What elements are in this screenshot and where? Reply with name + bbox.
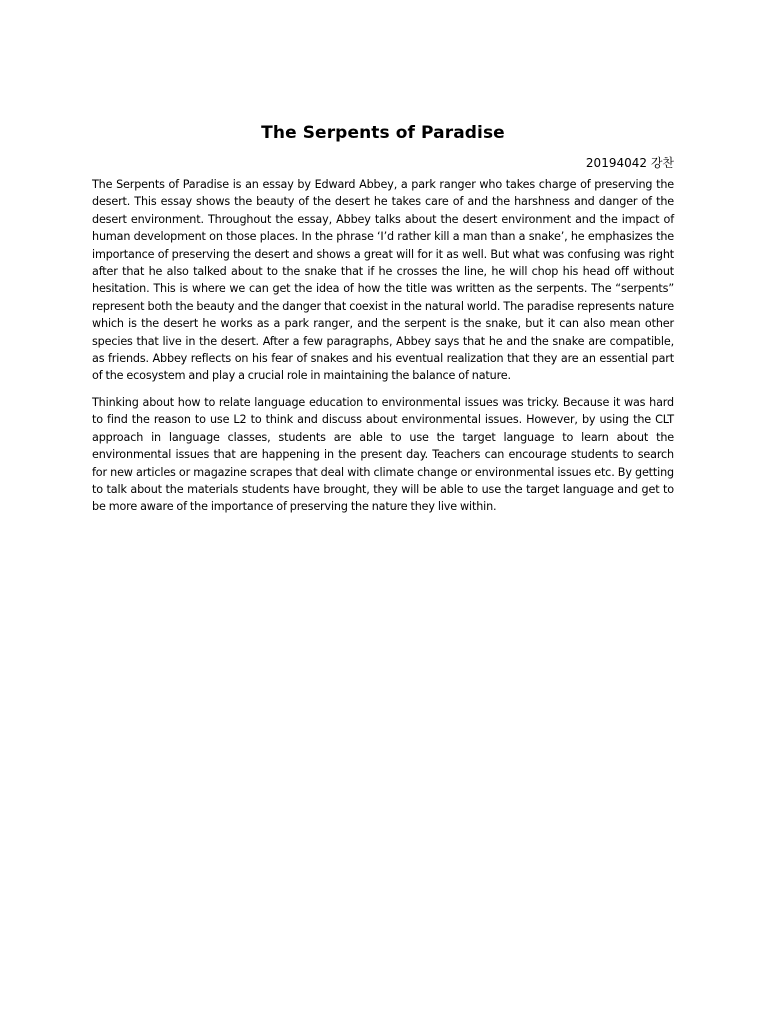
author-line: 20194042 강찬 (585, 156, 674, 170)
document-body (92, 120, 674, 525)
paragraph-2: Thinking about how to relate language education to environmental issues was tricky. Because it was hard to find the reason to use L2 to think and discuss about environmental issues. However, by using the CLT approach in language classes, students are able to use the target language to learn about the environmental issues that are happening in the present day. Teachers can encourage students to search for new articles or magazine scrapes that deal with climate change or environmental issues etc. By getting to talk about the materials students have brought, they will be able to use the target language and get to be more aware of the importance of preserving the nature they live within. (92, 395, 674, 514)
page-title: The Serpents of Paradise (261, 123, 505, 143)
paragraph-1: The Serpents of Paradise is an essay by Edward Abbey, a park ranger who takes charge of preserving the desert. This essay shows the beauty of the desert he takes care of and the harshness and danger of the desert environment. Throughout the essay, Abbey talks about the desert environment and the impact of human development on those places. In the phrase ‘I’d rather kill a man than a snake’, he emphasizes the importance of preserving the desert and shows a great will for it as well. But what was confusing was right after that he also talked about to the snake that if he crosses the line, he will chop his head off without hesitation. This is where we can get the idea of how the title was written as the serpents. The “serpents” represent both the beauty and the danger that coexist in the natural world. The paradise represents nature which is the desert he works as a park ranger, and the serpent is the snake, but it can also mean other species that live in the desert. After a few paragraphs, Abbey says that he and the snake are compatible, as friends. Abbey reflects on his fear of snakes and his eventual realization that they are an essential part of the ecosystem and play a crucial role in maintaining the balance of nature. (92, 178, 674, 383)
